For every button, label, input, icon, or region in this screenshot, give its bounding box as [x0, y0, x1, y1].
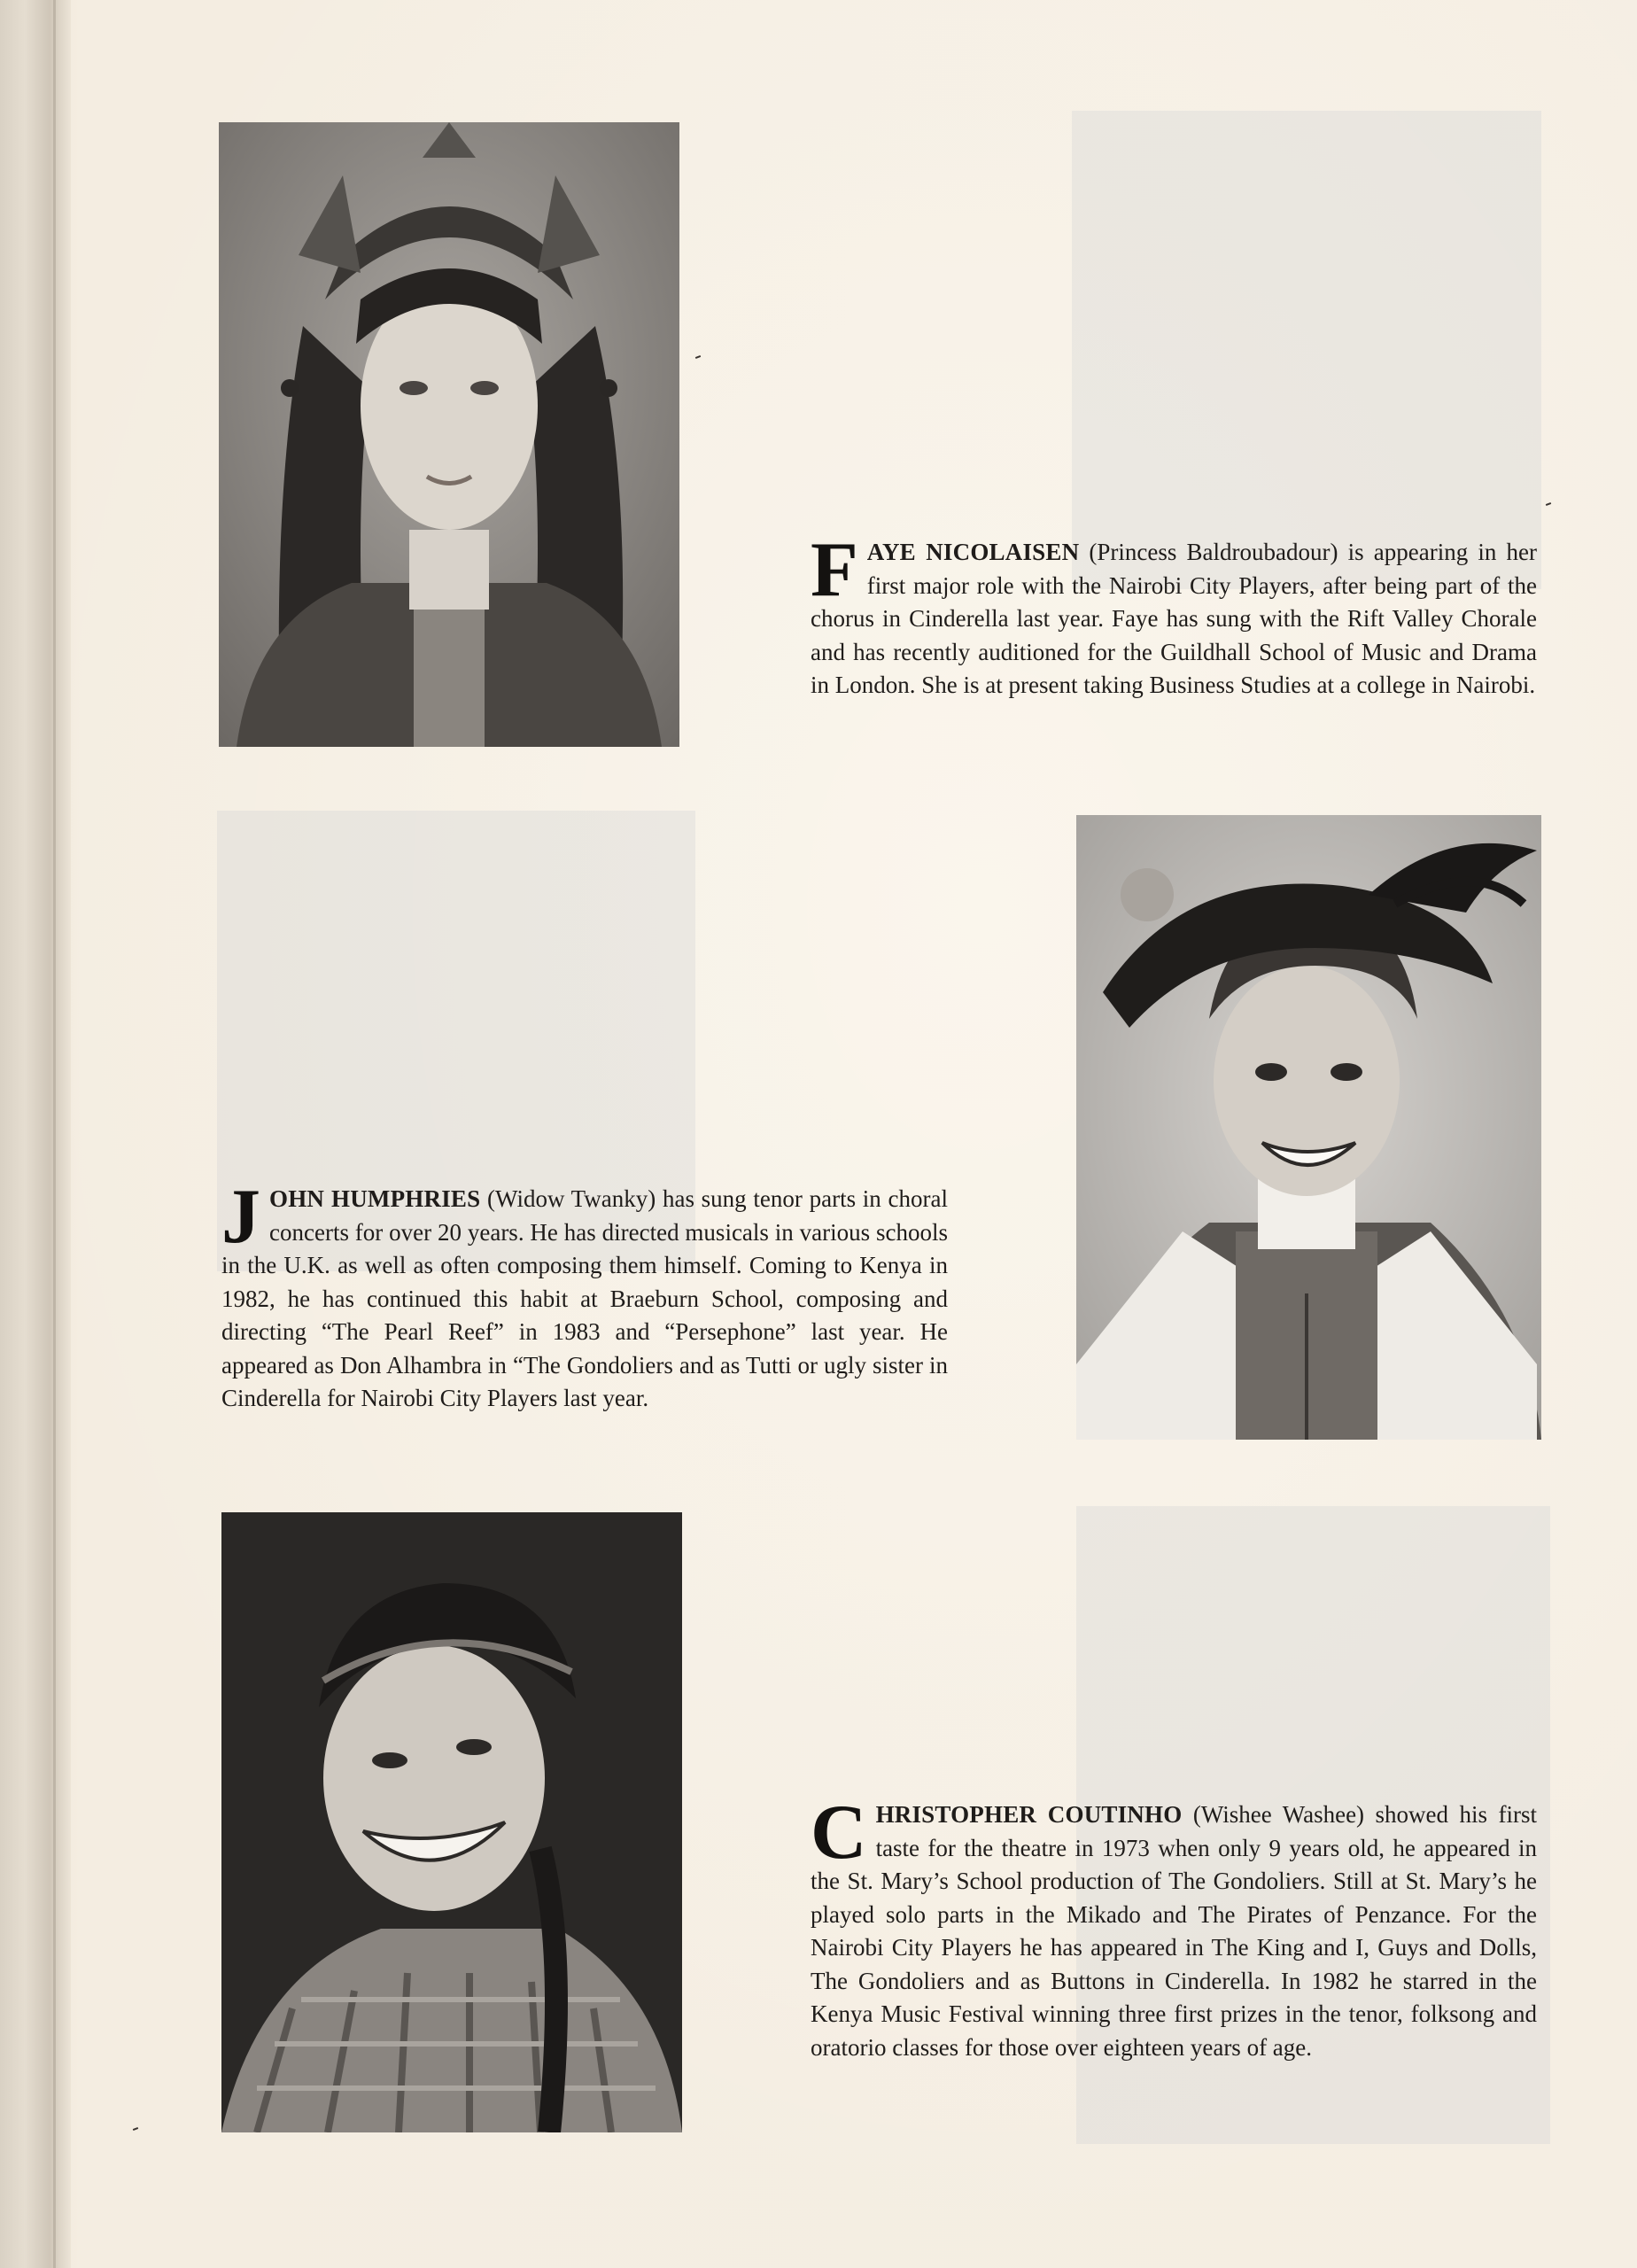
portrait-photo-faye-nicolaisen — [219, 122, 679, 747]
ink-speck — [133, 2127, 138, 2131]
bio-text: (Widow Twanky) has sung tenor parts in choral concerts for over 20 years. He has directed musicals in various schools in the U.K. as well as often composing them himself. Coming to Kenya in 1982, he has continued this habit at Braeburn School, composing and directing “The Pearl Reef” in 1983 and “Persephone” last year. He appeared as Don Alhambra in “The Gondoliers and as Tutti or ugly sister in Cinderella for Nairobi City Players last year. — [221, 1185, 948, 1411]
bio-faye-nicolaisen — [811, 527, 1537, 703]
ink-speck — [695, 355, 701, 359]
ink-speck — [1546, 502, 1551, 506]
dropcap-letter: F — [811, 527, 858, 613]
performer-name: HRISTOPHER COUTINHO — [875, 1801, 1183, 1828]
bio-text: (Wishee Washee) showed his first taste for the theatre in 1973 when only 9 years old, he appeared in the St. Mary’s School production of The Gondoliers. Still at St. Mary’s he played solo parts in the Mikado and The Pirates of Penzance. For the Nairobi City Players he has appeared in The King and I, Guys and Dolls, The Gondoliers and as Buttons in Cinderella. In 1982 he starred in the Kenya Music Festival winning three first prizes in the tenor, folksong and oratorio classes for those over eighteen years of age. — [811, 1801, 1537, 2061]
bio-text: (Princess Baldroubadour) is appearing in her first major role with the Nairobi City Players, after being part of the chorus in Cinderella last year. Faye has sung with the Rift Valley Chorale and has recently auditioned for the Guildhall School of Music and Drama in London. She is at present taking Business Studies at a college in Nairobi. — [811, 539, 1537, 698]
bio-john-humphries — [221, 1174, 948, 1416]
performer-name: AYE NICOLAISEN — [866, 539, 1080, 565]
page-spine — [0, 0, 71, 2268]
dropcap-letter: C — [811, 1790, 867, 1876]
performer-name: OHN HUMPHRIES — [269, 1185, 481, 1212]
dropcap-letter: J — [221, 1174, 260, 1260]
bio-christopher-coutinho — [811, 1790, 1537, 2064]
portrait-photo-christopher-coutinho — [221, 1512, 682, 2132]
spine-fold — [53, 0, 56, 2268]
show-through-block — [1072, 111, 1541, 589]
portrait-photo-john-humphries — [1076, 815, 1541, 1440]
